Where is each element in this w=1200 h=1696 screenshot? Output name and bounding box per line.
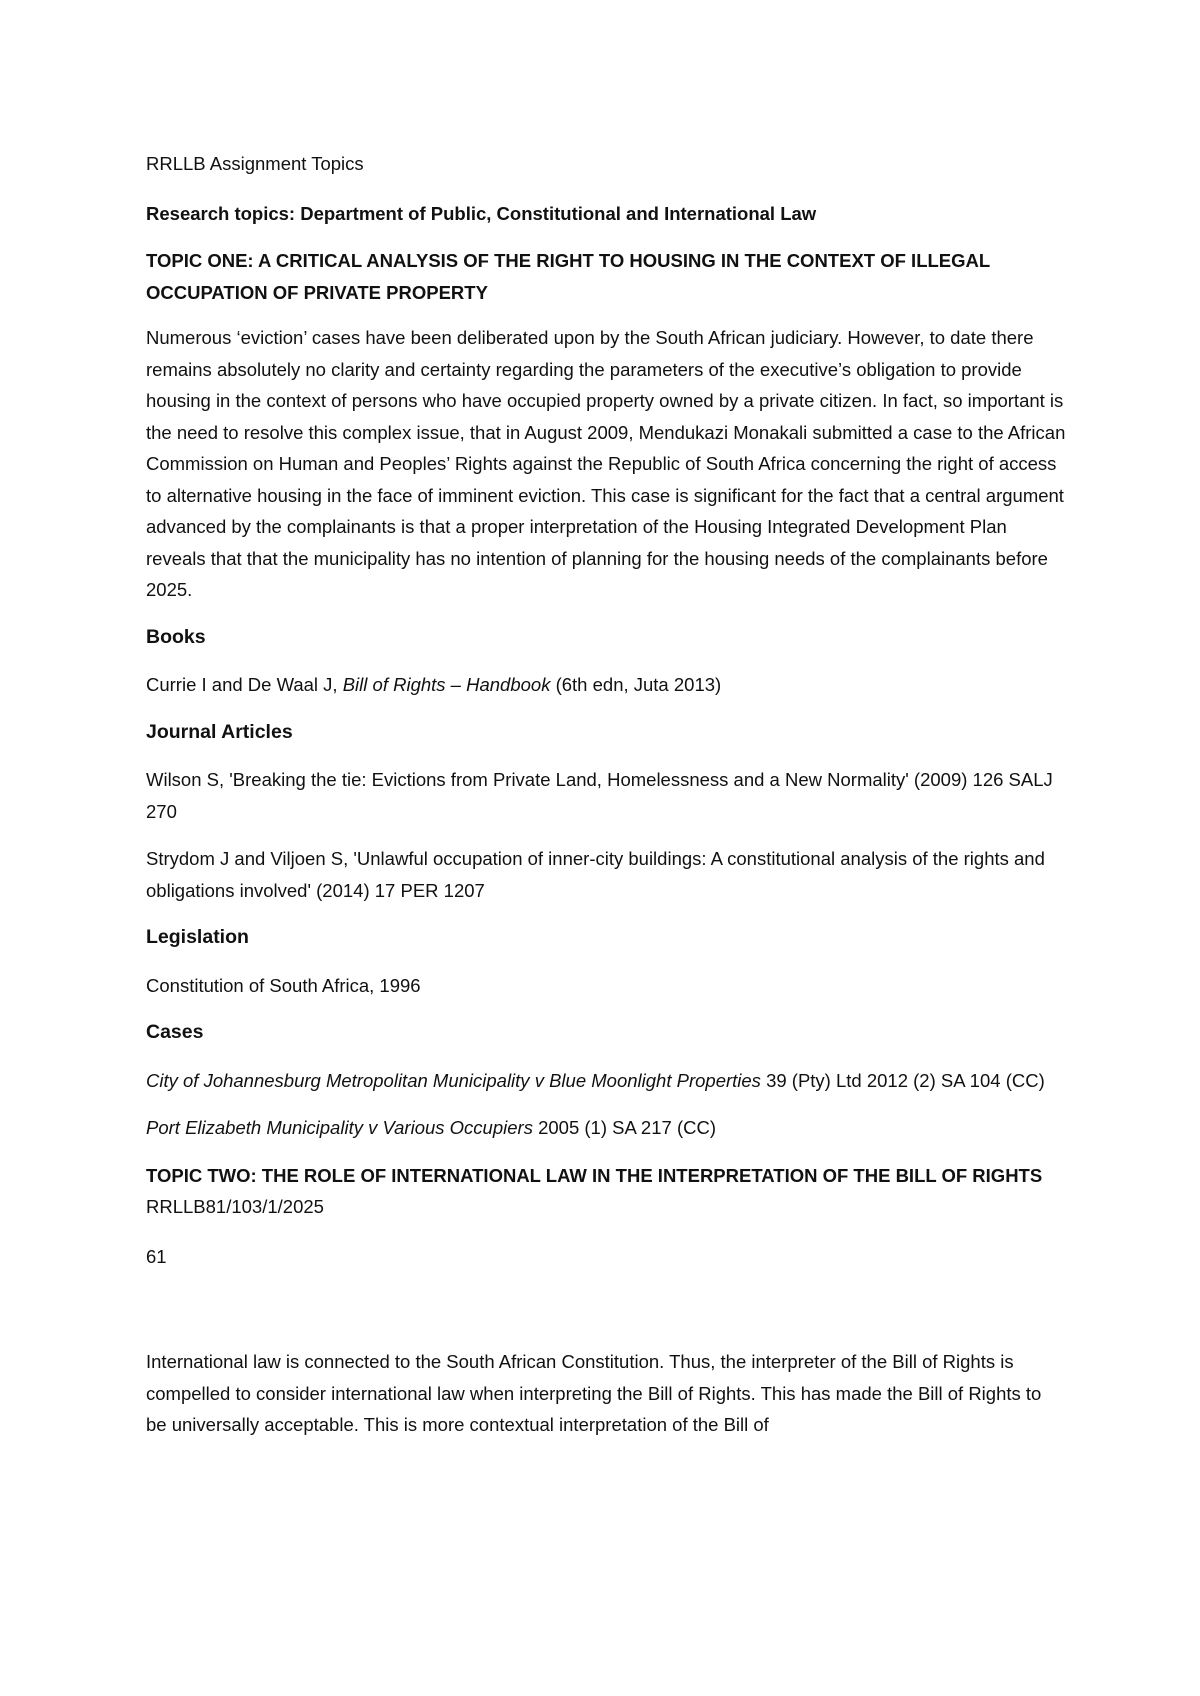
topic-one-body: Numerous ‘eviction’ cases have been deliberated upon by the South African judiciary. However, to date there remains absolutely no clarity and certainty regarding the parameters of the executive’s obligation to provide housing in the context of persons who have occupied property owned by a private citizen. In fact, so important is the need to resolve this complex issue, that in August 2009, Mendukazi Monakali submitted a case to the African Commission on Human and Peoples’ Rights against the Republic of South Africa concerning the right of access to alternative housing in the face of imminent eviction. This case is significant for the fact that a central argument advanced by the complainants is that a proper interpretation of the Housing Integrated Development Plan reveals that that the municipality has no intention of planning for the housing needs of the complainants before 2025. [146,327,1066,600]
page-number: 61 [146,1245,167,1267]
topic-two-title: TOPIC TWO: THE ROLE OF INTERNATIONAL LAW IN THE INTERPRETATION OF THE BILL OF RIGHTS [146,1164,1043,1186]
journal-articles-heading: Journal Articles [146,720,293,743]
case-reference-2 [146,1112,1066,1144]
journal-reference-2: Strydom J and Viljoen S, 'Unlawful occupation of inner-city buildings: A constitutional analysis of the rights and obligations involved' (2014) 17 PER 1207 [146,848,1045,901]
topic-two-body: International law is connected to the South African Constitution. Thus, the interpreter of the Bill of Rights is compelled to consider international law when interpreting the Bill of Rights. This has made the Bill of Rights to be universally acceptable. This is more contextual interpretation of the Bill of [146,1351,1042,1435]
legislation-reference: Constitution of South Africa, 1996 [146,974,421,996]
books-heading: Books [146,625,206,648]
book-edition: (6th edn, Juta 2013) [550,674,722,695]
case-2-citation: 2005 (1) SA 217 (CC) [532,1117,716,1138]
case-1-title: City of Johannesburg Metropolitan Municipality v Blue Moonlight Properties [146,1069,761,1091]
book-title: Bill of Rights – Handbook [342,674,551,695]
case-2-title: Port Elizabeth Municipality v Various Occupiers [146,1117,533,1138]
department-heading: Research topics: Department of Public, Constitutional and International Law [146,202,817,224]
course-code: RRLLB81/103/1/2025 [146,1196,324,1217]
case-reference-1 [146,1065,1066,1097]
journal-reference-1: Wilson S, 'Breaking the tie: Evictions from Private Land, Homelessness and a New Normality' (2009) 126 SALJ 270 [146,769,1053,822]
case-1-citation: 39 (Pty) Ltd 2012 (2) SA 104 (CC) [760,1069,1045,1091]
book-reference [146,669,1066,701]
document-page [146,148,1066,1457]
document-header: RRLLB Assignment Topics [146,153,364,174]
book-author: Currie I and De Waal J, [146,674,343,695]
topic-one-title: TOPIC ONE: A CRITICAL ANALYSIS OF THE RIGHT TO HOUSING IN THE CONTEXT OF ILLEGAL OCCUPATION OF PRIVATE PROPERTY [146,250,990,303]
legislation-heading: Legislation [146,926,249,948]
cases-heading: Cases [146,1021,204,1043]
